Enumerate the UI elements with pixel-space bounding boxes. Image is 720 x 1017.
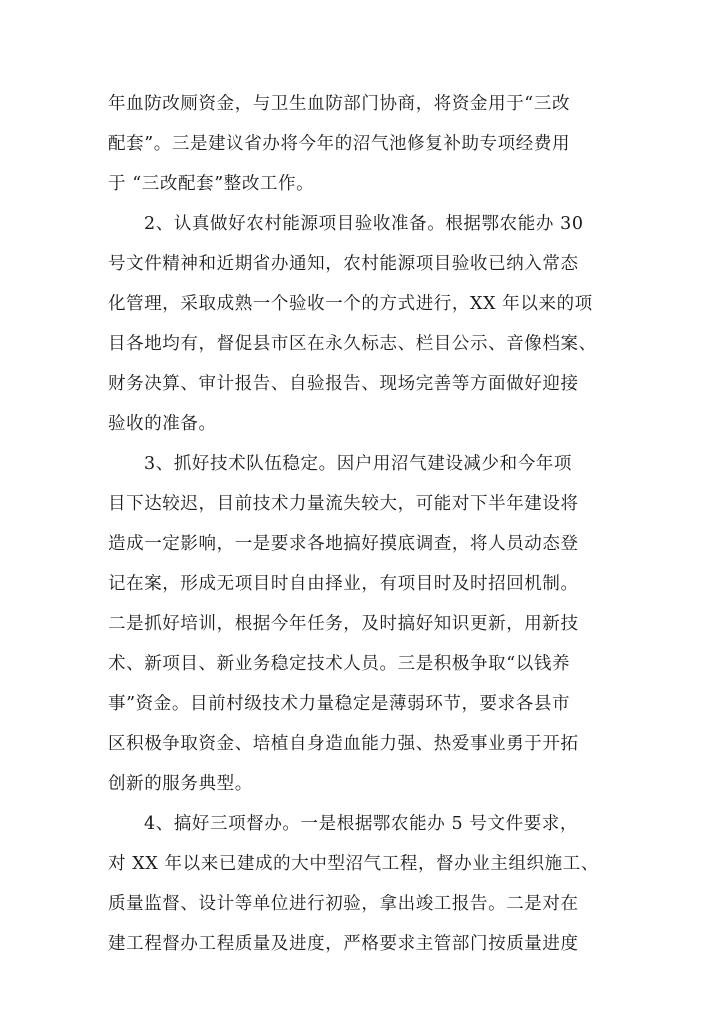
text-line: 二是抓好培训，根据今年任务，及时搞好知识更新，用新技: [108, 614, 579, 634]
body-text: [108, 84, 612, 964]
text-line: 造成一定影响，一是要求各地搞好摸底调查，将人员动态登: [108, 534, 579, 554]
text-line: 于 “三改配套”整改工作。: [108, 174, 315, 194]
section-4-first-line: 4、搞好三项督办。一是根据鄂农能办 5 号文件要求，: [144, 814, 578, 834]
section-3-first-line: 3、抓好技术队伍稳定。因户用沼气建设减少和今年项: [144, 454, 573, 474]
section-2-first-line: 2、认真做好农村能源项目验收准备。根据鄂农能办 30: [144, 214, 584, 234]
text-line: 年血防改厕资金，与卫生血防部门协商，将资金用于“三改: [108, 94, 571, 114]
text-line: 配套”。三是建议省办将今年的沼气池修复补助专项经费用: [108, 134, 571, 154]
text-line: 区积极争取资金、培植自身造血能力强、热爱事业勇于开拓: [108, 734, 579, 754]
text-line: 记在案，形成无项目时自由择业，有项目时及时招回机制。: [108, 574, 579, 594]
text-line: 对 XX 年以来已建成的大中型沼气工程，督办业主组织施工、: [108, 854, 599, 874]
text-line: 建工程督办工程质量及进度，严格要求主管部门按质量进度: [108, 934, 579, 954]
text-line: 目各地均有，督促县市区在永久标志、栏目公示、音像档案、: [108, 334, 597, 354]
text-line: 验收的准备。: [108, 414, 217, 434]
text-line: 事”资金。目前村级技术力量稳定是薄弱环节，要求各县市: [108, 694, 571, 714]
text-line: 号文件精神和近期省办通知，农村能源项目验收已纳入常态: [108, 254, 579, 274]
text-line: 术、新项目、新业务稳定技术人员。三是积极争取“以钱养: [108, 654, 571, 674]
text-line: 目下达较迟，目前技术力量流失较大，可能对下半年建设将: [108, 494, 579, 514]
text-line: 质量监督、设计等单位进行初验，拿出竣工报告。二是对在: [108, 894, 579, 914]
text-line: 化管理，采取成熟一个验收一个的方式进行，XX 年以来的项: [108, 294, 593, 314]
text-line: 创新的服务典型。: [108, 774, 253, 794]
text-line: 财务决算、审计报告、自验报告、现场完善等方面做好迎接: [108, 374, 579, 394]
